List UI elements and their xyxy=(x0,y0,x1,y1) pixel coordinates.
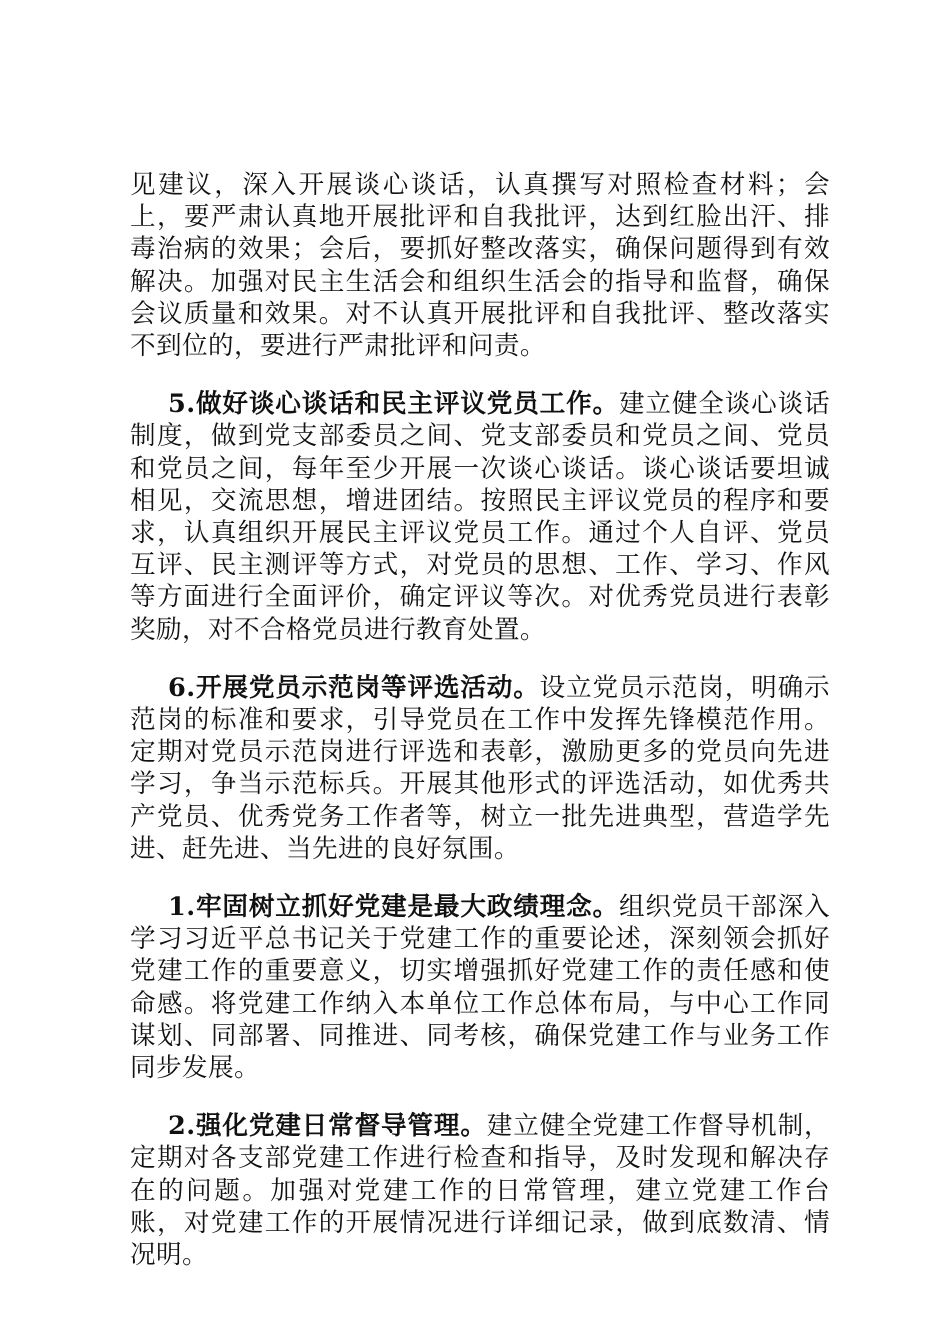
paragraph-text: 建立健全党建工作督导机制，定期对各支部党建工作进行检查和指导，及时发现和解决存在的问题。加强对党建工作的日常管理，建立党建工作台账，对党建工作的开展情况进行详细记录，做到底数清、情况明。 xyxy=(130,1111,830,1271)
paragraph-text: 见建议，深入开展谈心谈话，认真撰写对照检查材料；会上，要严肃认真地开展批评和自我批评，达到红脸出汗、排毒治病的效果；会后，要抓好整改落实，确保问题得到有效解决。加强对民主生活会和组织生活会的指导和监督，确保会议质量和效果。对不认真开展批评和自我批评、整改落实不到位的，要进行严肃批评和问责。 xyxy=(130,170,830,362)
paragraph-text: 建立健全谈心谈话制度，做到党支部委员之间、党支部委员和党员之间、党员和党员之间，每年至少开展一次谈心谈话。谈心谈话要坦诚相见，交流思想，增进团结。按照民主评议党员的程序和要求，认真组织开展民主评议党员工作。通过个人自评、党员互评、民主测评等方式，对党员的思想、工作、学习、作风等方面进行全面评价，确定评议等次。对优秀党员进行表彰奖励，对不合格党员进行教育处置。 xyxy=(130,389,831,645)
item-title: 5.做好谈心谈话和民主评议党员工作。 xyxy=(168,389,619,420)
paragraph-item-5 xyxy=(130,388,830,646)
paragraph-item-1 xyxy=(130,891,830,1084)
item-title: 1.牢固树立抓好党建是最大政绩理念。 xyxy=(168,892,619,923)
paragraph-item-6 xyxy=(130,672,830,865)
paragraph-text: 组织党员干部深入学习习近平总书记关于党建工作的重要论述，深刻领会抓好党建工作的重要意义，切实增强抓好党建工作的责任感和使命感。将党建工作纳入本单位工作总体布局，与中心工作同谋划、同部署、同推进、同考核，确保党建工作与业务工作同步发展。 xyxy=(130,892,831,1084)
item-title: 2.强化党建日常督导管理。 xyxy=(168,1111,487,1142)
paragraph-continuation xyxy=(130,169,830,362)
paragraph-item-2 xyxy=(130,1110,830,1271)
paragraph-text: 设立党员示范岗，明确示范岗的标准和要求，引导党员在工作中发挥先锋模范作用。定期对党员示范岗进行评选和表彰，激励更多的党员向先进学习，争当示范标兵。开展其他形式的评选活动，如优秀共产党员、优秀党务工作者等，树立一批先进典型，营造学先进、赶先进、当先进的良好氛围。 xyxy=(130,672,830,864)
document-page xyxy=(130,169,830,1271)
item-title: 6.开展党员示范岗等评选活动。 xyxy=(168,672,540,703)
